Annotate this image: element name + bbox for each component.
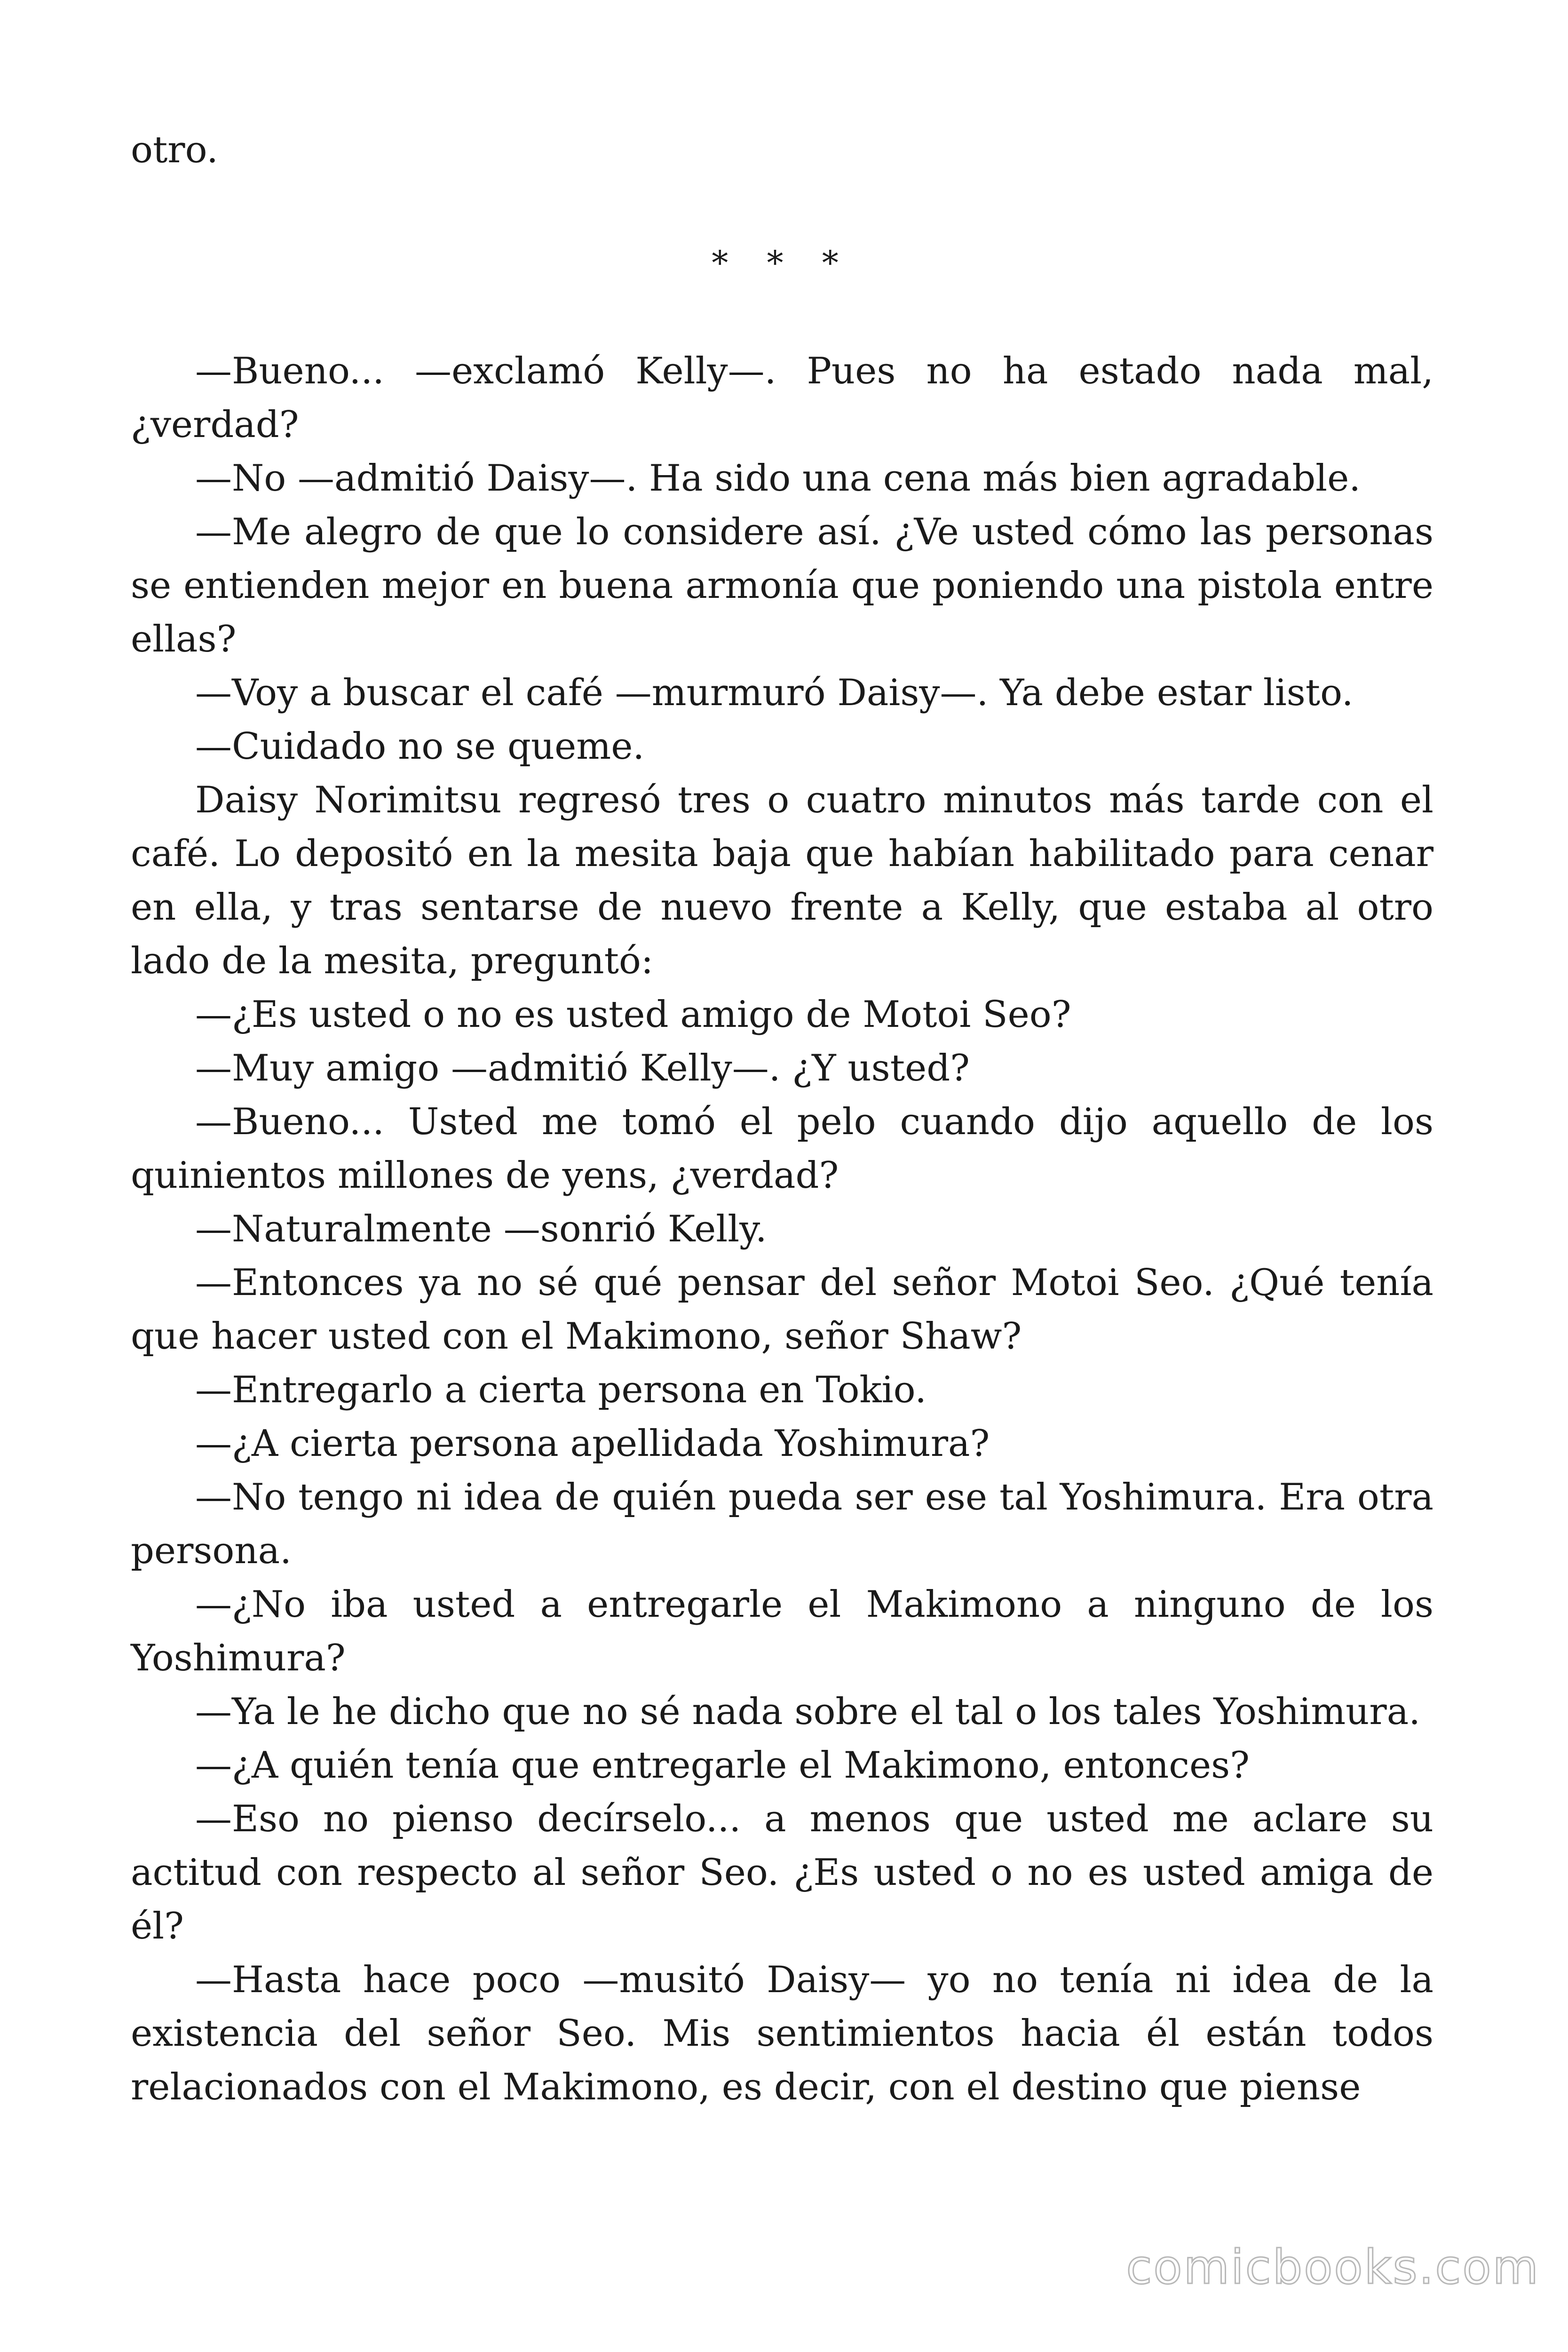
section-separator: * * * [712, 244, 853, 282]
paragraph-17: —¿A quién tenía que entregarle el Makimono, entonces? [195, 1744, 1250, 1787]
paragraph-5: —Cuidado no se queme. [195, 725, 645, 768]
paragraph-11: —Entonces ya no sé qué pensar del señor Motoi Seo. ¿Qué tenía que hacer usted con el Makimono, señor Shaw? [131, 1262, 1433, 1358]
paragraph-10: —Naturalmente —sonrió Kelly. [195, 1208, 767, 1250]
paragraph-15: —¿No iba usted a entregarle el Makimono a ninguno de los Yoshimura? [131, 1583, 1433, 1679]
paragraph-18: —Eso no pienso decírselo... a menos que usted me aclare su actitud con respecto al señor Seo. ¿Es usted o no es usted amiga de él? [131, 1798, 1433, 1947]
paragraph-16: —Ya le he dicho que no sé nada sobre el tal o los tales Yoshimura. [195, 1691, 1421, 1733]
paragraph-2: —No —admitió Daisy—. Ha sido una cena más bien agradable. [195, 457, 1361, 500]
body-text [131, 344, 1433, 2114]
page-body [131, 123, 1433, 2114]
paragraph-1: —Bueno... —exclamó Kelly—. Pues no ha estado nada mal, ¿verdad? [131, 350, 1433, 446]
lead-text: otro. [131, 129, 218, 171]
paragraph-19: —Hasta hace poco —musitó Daisy— yo no tenía ni idea de la existencia del señor Seo. Mis sentimientos hacia él están todos relacionados con el Makimono, es decir, con el destino que piense [131, 1959, 1433, 2108]
paragraph-13: —¿A cierta persona apellidada Yoshimura? [195, 1422, 990, 1465]
watermark: comicbooks.com [1126, 2240, 1540, 2295]
paragraph-3: —Me alegro de que lo considere así. ¿Ve usted cómo las personas se entienden mejor en buena armonía que poniendo una pistola entre ellas? [131, 511, 1433, 660]
paragraph-8: —Muy amigo —admitió Kelly—. ¿Y usted? [195, 1047, 970, 1089]
paragraph-9: —Bueno... Usted me tomó el pelo cuando dijo aquello de los quinientos millones de yens, ¿verdad? [131, 1101, 1433, 1197]
paragraph-14: —No tengo ni idea de quién pueda ser ese tal Yoshimura. Era otra persona. [131, 1476, 1433, 1572]
paragraph-6: Daisy Norimitsu regresó tres o cuatro minutos más tarde con el café. Lo depositó en la mesita baja que habían habilitado para cenar en ella, y tras sentarse de nuevo frente a Kelly, que estaba al otro lado de la mesita, preguntó: [131, 779, 1433, 982]
paragraph-4: —Voy a buscar el café —murmuró Daisy—. Ya debe estar listo. [195, 672, 1354, 714]
paragraph-7: —¿Es usted o no es usted amigo de Motoi Seo? [195, 993, 1071, 1036]
paragraph-12: —Entregarlo a cierta persona en Tokio. [195, 1369, 927, 1411]
